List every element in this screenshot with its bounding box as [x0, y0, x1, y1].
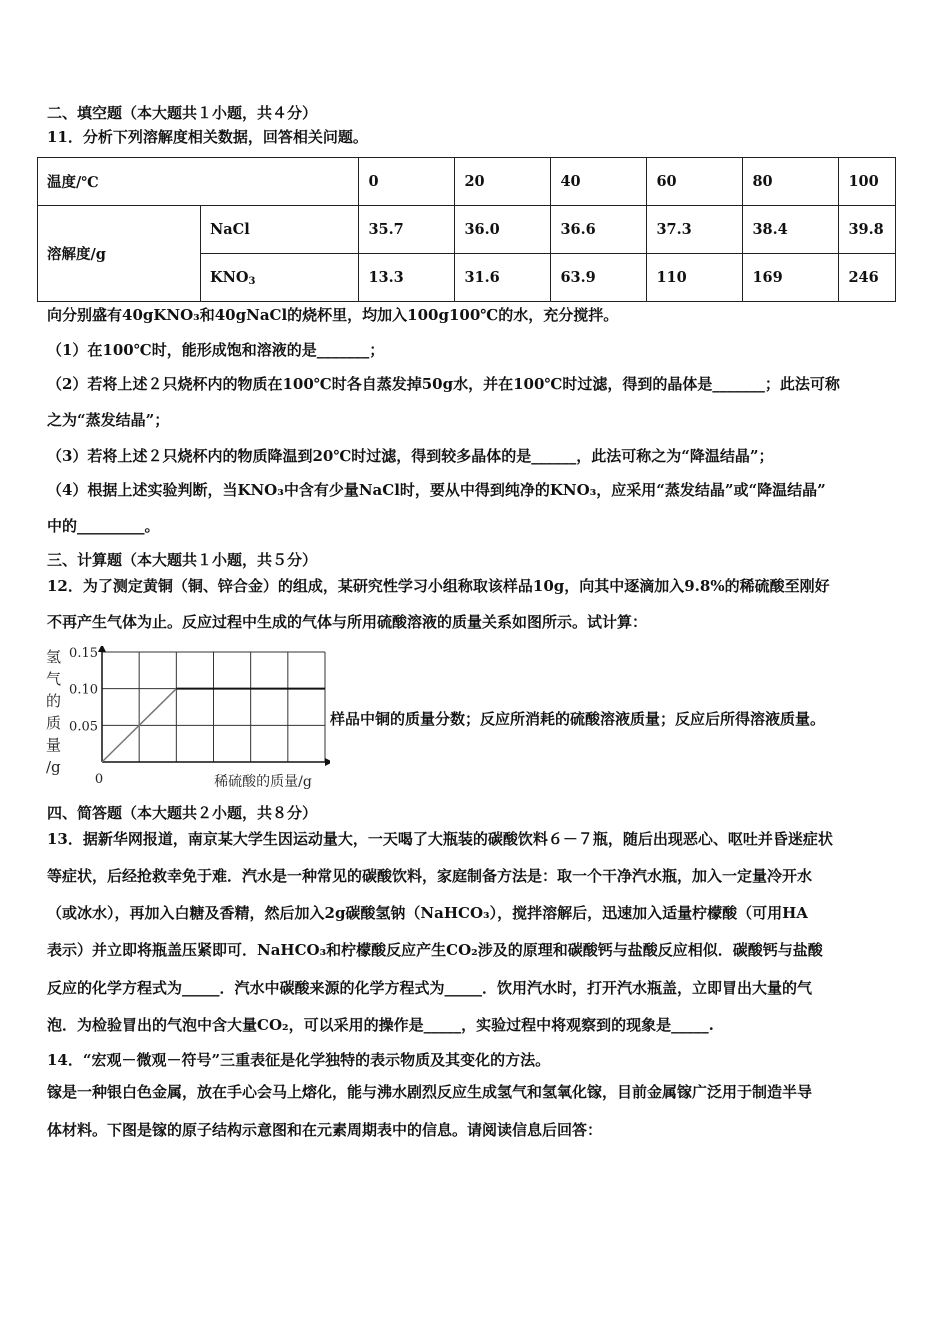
- q11-part-4-cont: 中的_________。: [47, 517, 160, 535]
- q12-question: 样品中铜的质量分数；反应所消耗的硫酸溶液质量；反应后所得溶液质量。: [330, 710, 826, 728]
- q11-intro: 向分别盛有40gKNO₃和40gNaCl的烧杯里，均加入100g100℃的水，充分搅拌。: [47, 306, 619, 324]
- q11-part-2: （2）若将上述２只烧杯内的物质在100℃时各自蒸发掉50g水，并在100℃时过滤，得到的晶体是_______；此法可称: [47, 375, 840, 393]
- y-axis-arrow: [98, 646, 106, 652]
- kno3-cell: 110: [647, 254, 743, 302]
- hydrogen-mass-chart: [40, 646, 330, 791]
- temp-cell: 20: [455, 158, 551, 206]
- solubility-table: [37, 157, 896, 302]
- q13-line-5: 反应的化学方程式为_____．汽水中碳酸来源的化学方程式为_____．饮用汽水时，打开汽水瓶盖，立即冒出大量的气: [47, 979, 813, 997]
- nacl-cell: 35.7: [359, 206, 455, 254]
- section-calc-title: 三、计算题（本大题共１小题，共５分）: [47, 551, 318, 569]
- q13-line-2: 等症状，后经抢救幸免于难．汽水是一种常见的碳酸饮料，家庭制备方法是：取一个干净汽水瓶，加入一定量冷开水: [47, 867, 813, 885]
- kno3-subscript: 3: [248, 275, 256, 287]
- kno3-cell: 13.3: [359, 254, 455, 302]
- q11-part-1: （1）在100℃时，能形成饱和溶液的是_______；: [47, 341, 385, 359]
- kno3-label: [201, 254, 359, 302]
- q13-line-6: 泡．为检验冒出的气泡中含大量CO₂，可以采用的操作是_____，实验过程中将观察到的现象是_____.: [47, 1016, 714, 1034]
- nacl-label: NaCl: [201, 206, 359, 254]
- x-axis-label: 稀硫酸的质量/g: [214, 774, 312, 790]
- temp-cell: 40: [551, 158, 647, 206]
- y-tick-label: 0.10: [69, 682, 98, 698]
- solubility-header: 溶解度/g: [38, 206, 201, 302]
- kno3-cell: 63.9: [551, 254, 647, 302]
- y-axis-label-char: 量: [46, 736, 62, 754]
- temp-cell: 0: [359, 158, 455, 206]
- section-short-title: 四、简答题（本大题共２小题，共８分）: [47, 804, 318, 822]
- y-axis-label-char: 的: [46, 692, 62, 710]
- nacl-cell: 36.0: [455, 206, 551, 254]
- y-axis-label-char: 气: [46, 670, 62, 688]
- q11-part-2-cont: 之为“蒸发结晶”；: [47, 411, 170, 429]
- temp-header: 温度/℃: [38, 158, 359, 206]
- kno3-cell: 246: [839, 254, 896, 302]
- y-axis-label-char: /g: [46, 758, 61, 776]
- y-tick-label: 0.15: [69, 646, 98, 661]
- temp-cell: 100: [839, 158, 896, 206]
- nacl-cell: 37.3: [647, 206, 743, 254]
- q13-line-1: 13．据新华网报道，南京某大学生因运动量大，一天喝了大瓶装的碳酸饮料６－７瓶，随后出现恶心、呕吐并昏迷症状: [47, 830, 833, 848]
- temp-cell: 60: [647, 158, 743, 206]
- chart-grid: [98, 646, 330, 766]
- q14-line-2: 镓是一种银白色金属，放在手心会马上熔化，能与沸水剧烈反应生成氢气和氢氧化镓，目前金属镓广泛用于制造半导: [47, 1083, 813, 1101]
- q13-line-3: （或冰水），再加入白糖及香精，然后加入2g碳酸氢钠（NaHCO₃），搅拌溶解后，迅速加入适量柠檬酸（可用HA: [47, 904, 808, 922]
- q12-line-2: 不再产生气体为止。反应过程中生成的气体与所用硫酸溶液的质量关系如图所示。试计算：: [47, 613, 648, 631]
- q14-line-1: 14．“宏观－微观－符号”三重表征是化学独特的表示物质及其变化的方法。: [47, 1051, 551, 1069]
- q14-line-3: 体材料。下图是镓的原子结构示意图和在元素周期表中的信息。请阅读信息后回答：: [47, 1121, 603, 1139]
- nacl-cell: 39.8: [839, 206, 896, 254]
- y-axis-label-char: 氢: [46, 648, 62, 666]
- section-fill-title: 二、填空题（本大题共１小题，共４分）: [47, 104, 318, 122]
- q13-line-4: 表示）并立即将瓶盖压紧即可．NaHCO₃和柠檬酸反应产生CO₂涉及的原理和碳酸钙与盐酸反应相似．碳酸钙与盐酸: [47, 941, 823, 959]
- kno3-cell: 31.6: [455, 254, 551, 302]
- origin-label: 0: [94, 772, 104, 787]
- q12-line-1: 12．为了测定黄铜（铜、锌合金）的组成，某研究性学习小组称取该样品10g，向其中逐滴加入9.8%的稀硫酸至刚好: [47, 577, 830, 595]
- y-axis-label-char: 质: [46, 714, 62, 732]
- nacl-cell: 38.4: [743, 206, 839, 254]
- x-axis-arrow: [325, 758, 330, 766]
- question-11-title: 11．分析下列溶解度相关数据，回答相关问题。: [47, 128, 368, 146]
- temp-cell: 80: [743, 158, 839, 206]
- kno3-label-text: KNO: [210, 268, 249, 286]
- q11-part-3: （3）若将上述２只烧杯内的物质降温到20℃时过滤，得到较多晶体的是______，此法可称之为“降温结晶”；: [47, 447, 774, 465]
- nacl-cell: 36.6: [551, 206, 647, 254]
- q11-part-4: （4）根据上述实验判断，当KNO₃中含有少量NaCl时，要从中得到纯净的KNO₃，应采用“蒸发结晶”或“降温结晶”: [47, 481, 826, 499]
- kno3-cell: 169: [743, 254, 839, 302]
- chart-labels: [46, 646, 312, 790]
- y-tick-label: 0.05: [69, 719, 98, 735]
